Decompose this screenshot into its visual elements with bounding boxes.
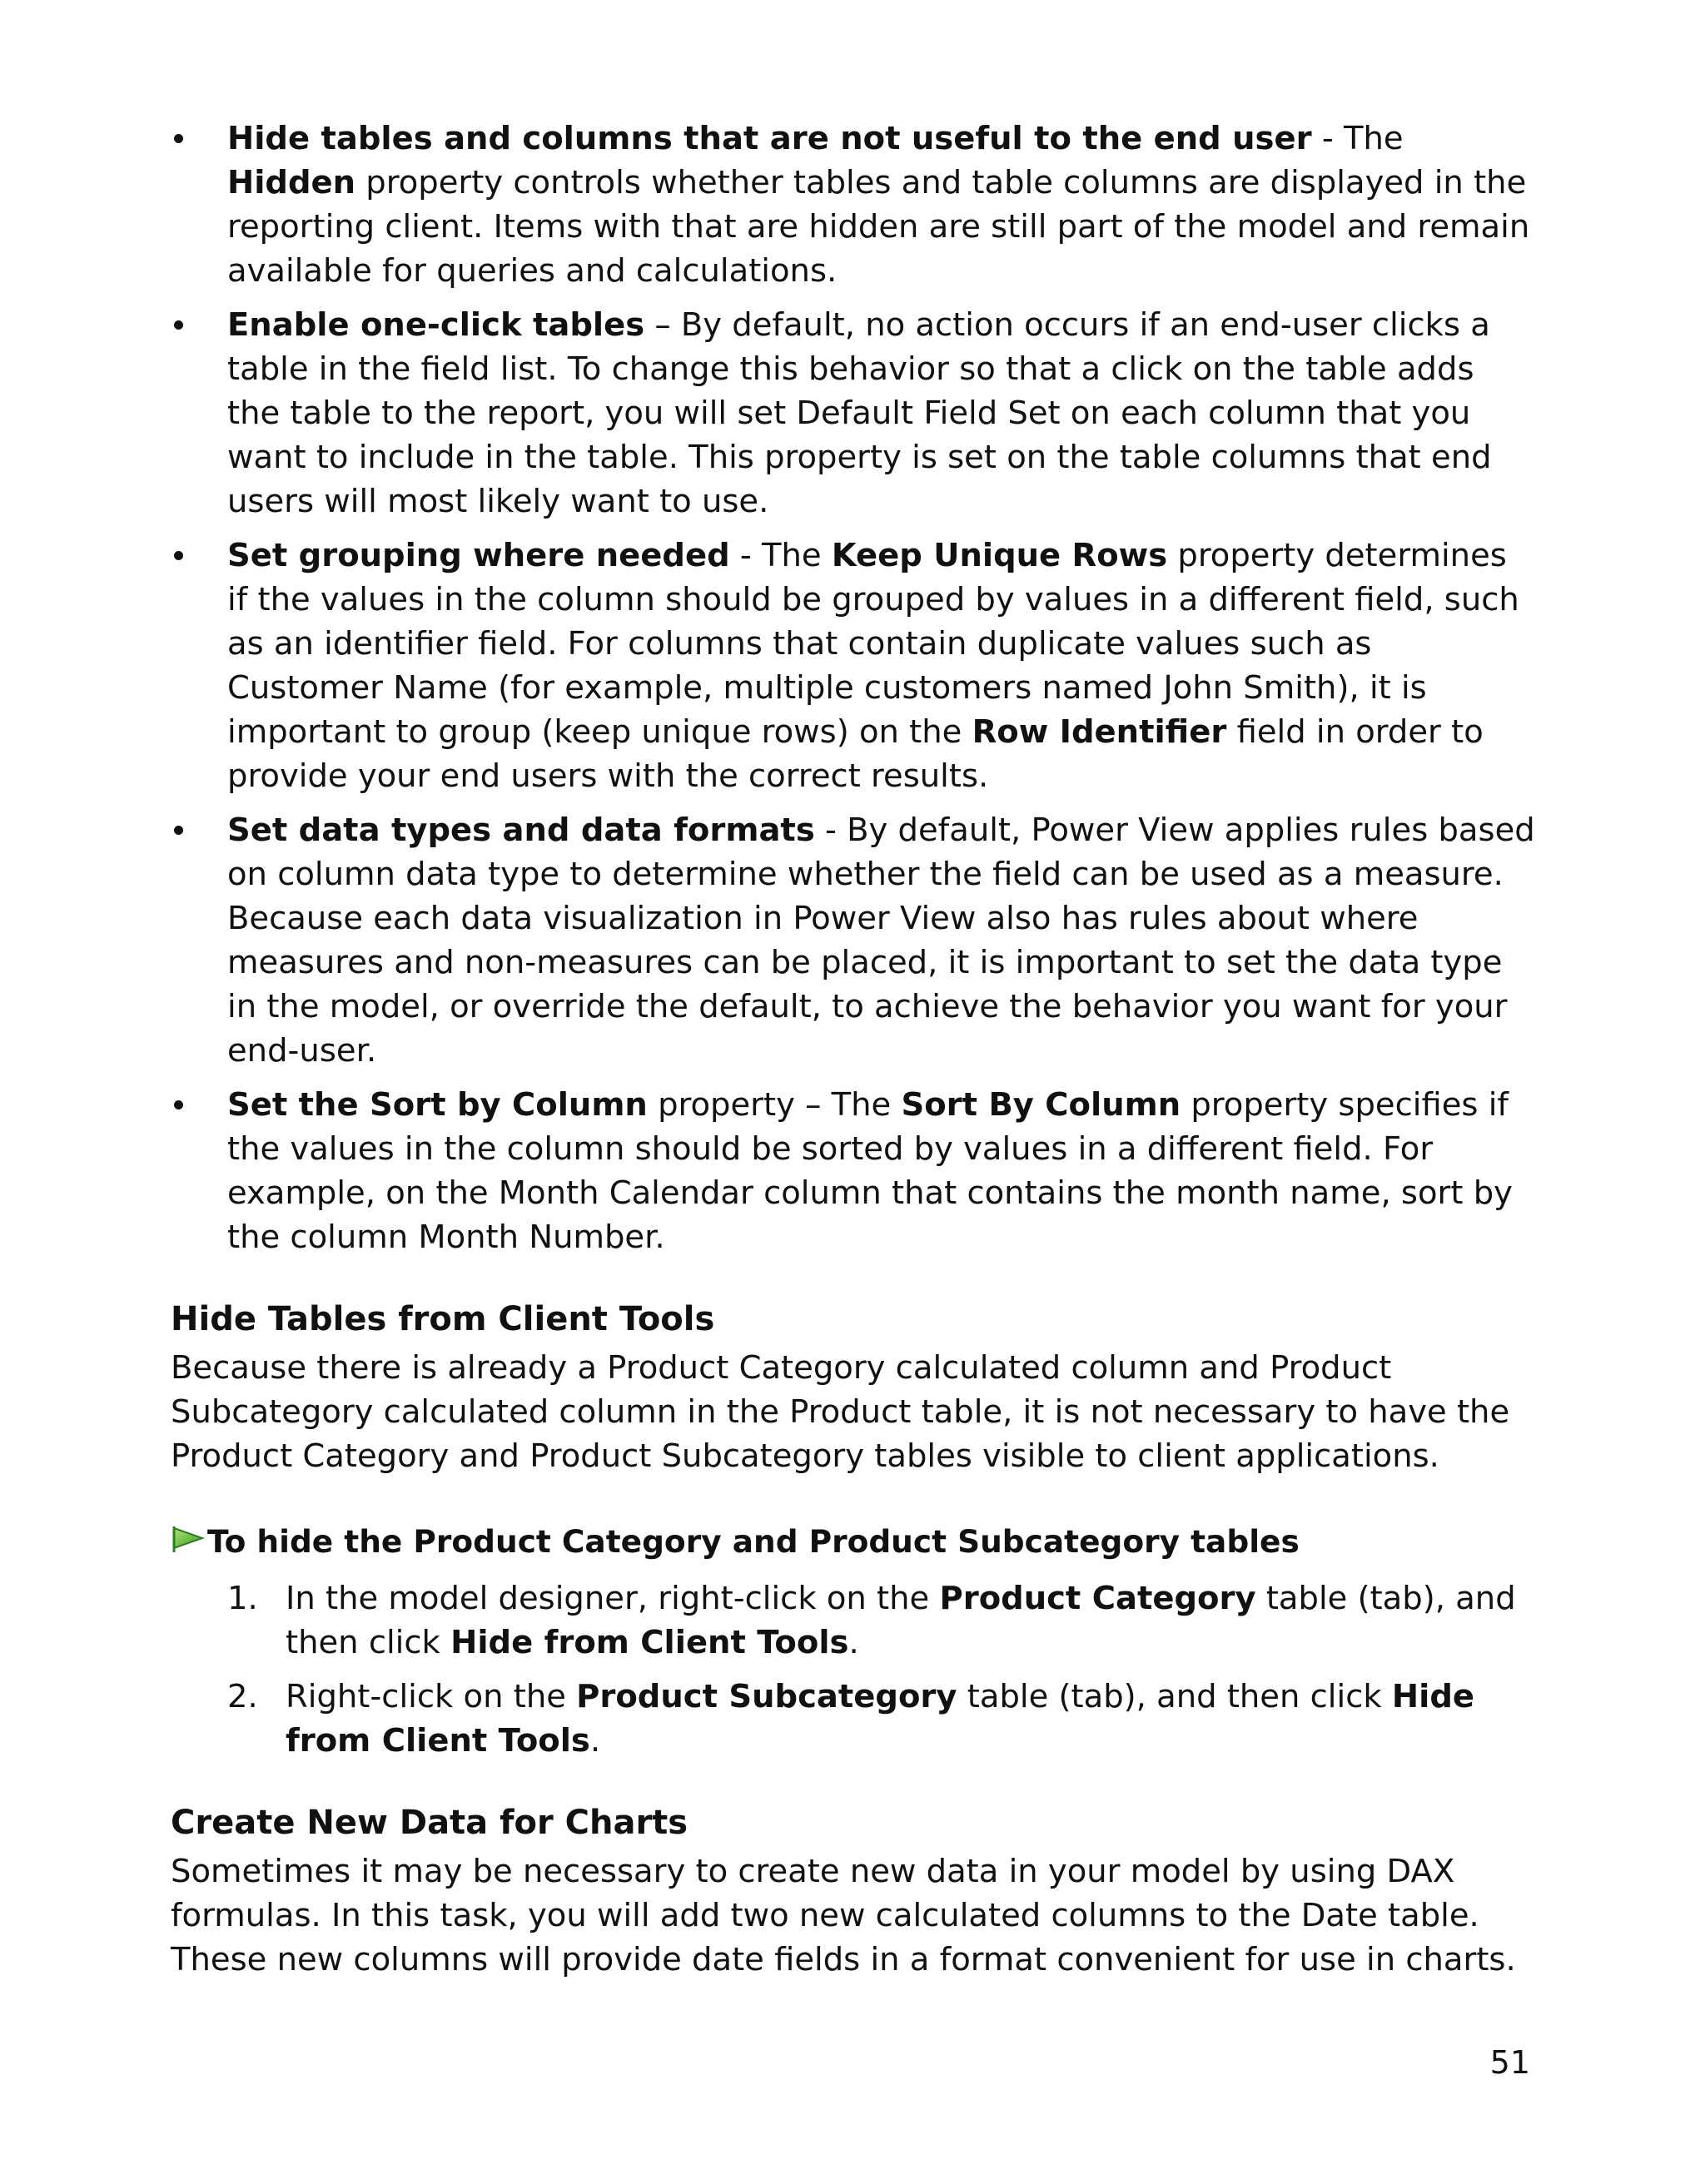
section-heading-hide-tables: Hide Tables from Client Tools	[171, 1300, 715, 1338]
procedure-heading	[171, 1518, 1536, 1565]
procedure-steps	[171, 1576, 1536, 1763]
bullet-lead: Set the Sort by Column	[227, 1086, 648, 1124]
guideline-bullet-list	[171, 117, 1536, 1259]
step-number: 2.	[227, 1678, 258, 1715]
bullet-lead: Set data types and data formats	[227, 812, 815, 849]
procedure-heading-text: To hide the Product Category and Product Subcategory tables	[207, 1523, 1300, 1560]
bullet-lead: Hide tables and columns that are not useful to the end user	[227, 120, 1312, 157]
bullet-item: Set grouping where needed - The Keep Unique Rows property determines if the values in the column should be grouped by values in a different field, such as an identifier field. For columns that contain duplicate values such as Customer Name (for example, multiple customers named John Smith), it is important to group (keep unique rows) on the Row Identifier field in order to provide your end users with the correct results.	[227, 537, 1519, 795]
section-heading-create-data: Create New Data for Charts	[171, 1804, 688, 1842]
procedure-step: 1. In the model designer, right-click on the Product Category table (tab), and then click Hide from Client Tools.	[227, 1576, 1536, 1665]
bullet-lead: Enable one-click tables	[227, 306, 645, 344]
section-body-create-data: Sometimes it may be necessary to create new data in your model by using DAX formulas. In this task, you will add two new calculated columns to the Date table. These new columns will provide date fields in a format convenient for use in charts.	[171, 1853, 1516, 1978]
bullet-item: Hide tables and columns that are not useful to the end user - The Hidden property controls whether tables and table columns are displayed in the reporting client. Items with that are hidden are still part of the model and remain available for queries and calculations.	[227, 120, 1530, 290]
bullet-item: Set data types and data formats - By default, Power View applies rules based on column data type to determine whether the field can be used as a measure. Because each data visualization in Power View also has rules about where measures and non-measures can be placed, it is important to set the data type in the model, or override the default, to achieve the behavior you want for your end-user.	[227, 812, 1535, 1070]
procedure-step: 2. Right-click on the Product Subcategory table (tab), and then click Hide from Client Tools.	[227, 1675, 1536, 1763]
page-number: 51	[1489, 2044, 1530, 2081]
green-arrow-flag-icon	[171, 1520, 206, 1548]
bullet-item: Set the Sort by Column property – The Sort By Column property specifies if the values in the column should be sorted by values in a different field. For example, on the Month Calendar column that contains the month name, sort by the column Month Number.	[227, 1086, 1513, 1256]
step-number: 1.	[227, 1580, 258, 1617]
page-content	[171, 117, 1536, 1982]
section-body-hide-tables: Because there is already a Product Category calculated column and Product Subcategory calculated column in the Product table, it is not necessary to have the Product Category and Product Subcategory tables visible to client applications.	[171, 1349, 1510, 1475]
bullet-item: Enable one-click tables – By default, no action occurs if an end-user clicks a table in the field list. To change this behavior so that a click on the table adds the table to the report, you will set Default Field Set on each column that you want to include in the table. This property is set on the table columns that end users will most likely want to use.	[227, 306, 1492, 520]
bullet-lead: Set grouping where needed	[227, 537, 730, 574]
